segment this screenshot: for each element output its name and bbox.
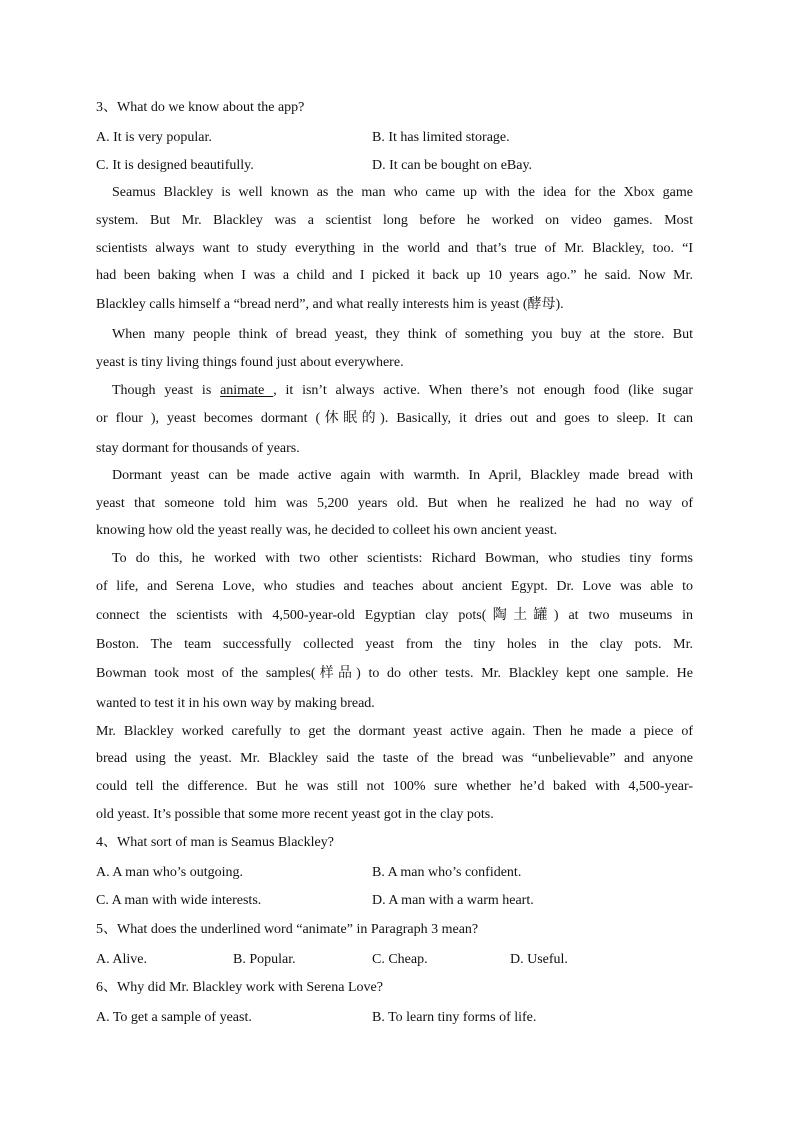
passage-line: of life, and Serena Love, who studies and teaches about ancient Egypt. Dr. Love was able to bbox=[96, 579, 693, 594]
question-3-stem: 3、What do we know about the app? bbox=[96, 100, 305, 115]
passage-line: Seamus Blackley is well known as the man who came up with the idea for the Xbox game bbox=[112, 185, 693, 200]
passage-line: stay dormant for thousands of years. bbox=[96, 441, 300, 456]
passage-line: yeast that someone told him was 5,200 years old. But when he realized he had no way of bbox=[96, 496, 693, 511]
question-4-option-b: B. A man who’s confident. bbox=[372, 865, 522, 880]
question-5-option-d: D. Useful. bbox=[510, 952, 568, 967]
question-6-option-b: B. To learn tiny forms of life. bbox=[372, 1010, 537, 1025]
question-3-option-d: D. It can be bought on eBay. bbox=[372, 158, 533, 173]
passage-line: Blackley calls himself a “bread nerd”, and what really interests him is yeast (酵母). bbox=[96, 297, 564, 312]
passage-line: Boston. The team successfully collected yeast from the tiny holes in the clay pots. Mr. bbox=[96, 637, 693, 652]
passage-line: had been baking when I was a child and I picked it back up 10 years ago.” he said. Now Mr. bbox=[96, 268, 693, 283]
question-4-option-a: A. A man who’s outgoing. bbox=[96, 865, 244, 880]
underlined-word-animate: animate bbox=[220, 383, 274, 398]
passage-line: could tell the difference. But he was still not 100% sure whether he’d baked with 4,500-year- bbox=[96, 779, 693, 794]
passage-line: system. But Mr. Blackley was a scientist long before he worked on video games. Most bbox=[96, 213, 693, 228]
question-6-option-a: A. To get a sample of yeast. bbox=[96, 1010, 252, 1025]
passage-line: When many people think of bread yeast, they think of something you buy at the store. But bbox=[112, 327, 693, 342]
question-3-option-c: C. It is designed beautifully. bbox=[96, 158, 254, 173]
question-5-option-c: C. Cheap. bbox=[372, 952, 428, 967]
passage-line: To do this, he worked with two other scientists: Richard Bowman, who studies tiny forms bbox=[112, 551, 693, 566]
passage-line: Bowman took most of the samples(样品) to do other tests. Mr. Blackley kept one sample. He bbox=[96, 666, 693, 681]
passage-line: wanted to test it in his own way by making bread. bbox=[96, 696, 375, 711]
question-5-option-a: A. Alive. bbox=[96, 952, 147, 967]
passage-line: Dormant yeast can be made active again with warmth. In April, Blackley made bread with bbox=[112, 468, 693, 483]
question-5-option-b: B. Popular. bbox=[233, 952, 296, 967]
question-3-option-b: B. It has limited storage. bbox=[372, 130, 510, 145]
question-6-stem: 6、Why did Mr. Blackley work with Serena Love? bbox=[96, 980, 383, 995]
question-4-option-d: D. A man with a warm heart. bbox=[372, 893, 534, 908]
passage-line-with-underlined-word bbox=[112, 382, 693, 400]
passage-line: scientists always want to study everything in the world and that’s true of Mr. Blackley, too. “I bbox=[96, 241, 693, 256]
passage-text: , it isn’t always active. When there’s not enough food (like sugar bbox=[273, 383, 694, 398]
passage-text: Though yeast is bbox=[112, 383, 221, 398]
question-5-stem: 5、What does the underlined word “animate” in Paragraph 3 mean? bbox=[96, 922, 479, 937]
question-4-stem: 4、What sort of man is Seamus Blackley? bbox=[96, 835, 334, 850]
passage-line: Mr. Blackley worked carefully to get the dormant yeast active again. Then he made a piece of bbox=[96, 724, 693, 739]
passage-line: bread using the yeast. Mr. Blackley said the taste of the bread was “unbelievable” and anyone bbox=[96, 751, 693, 766]
question-3-option-a: A. It is very popular. bbox=[96, 130, 212, 145]
question-4-option-c: C. A man with wide interests. bbox=[96, 893, 262, 908]
passage-line: or flour ), yeast becomes dormant (休眠的). Basically, it dries out and goes to sleep. It can bbox=[96, 411, 693, 426]
passage-line: old yeast. It’s possible that some more recent yeast got in the clay pots. bbox=[96, 807, 494, 822]
passage-line: connect the scientists with 4,500-year-old Egyptian clay pots(陶土罐) at two museums in bbox=[96, 608, 693, 623]
passage-line: knowing how old the yeast really was, he decided to colleet his own ancient yeast. bbox=[96, 523, 558, 538]
passage-line: yeast is tiny living things found just about everywhere. bbox=[96, 355, 404, 370]
